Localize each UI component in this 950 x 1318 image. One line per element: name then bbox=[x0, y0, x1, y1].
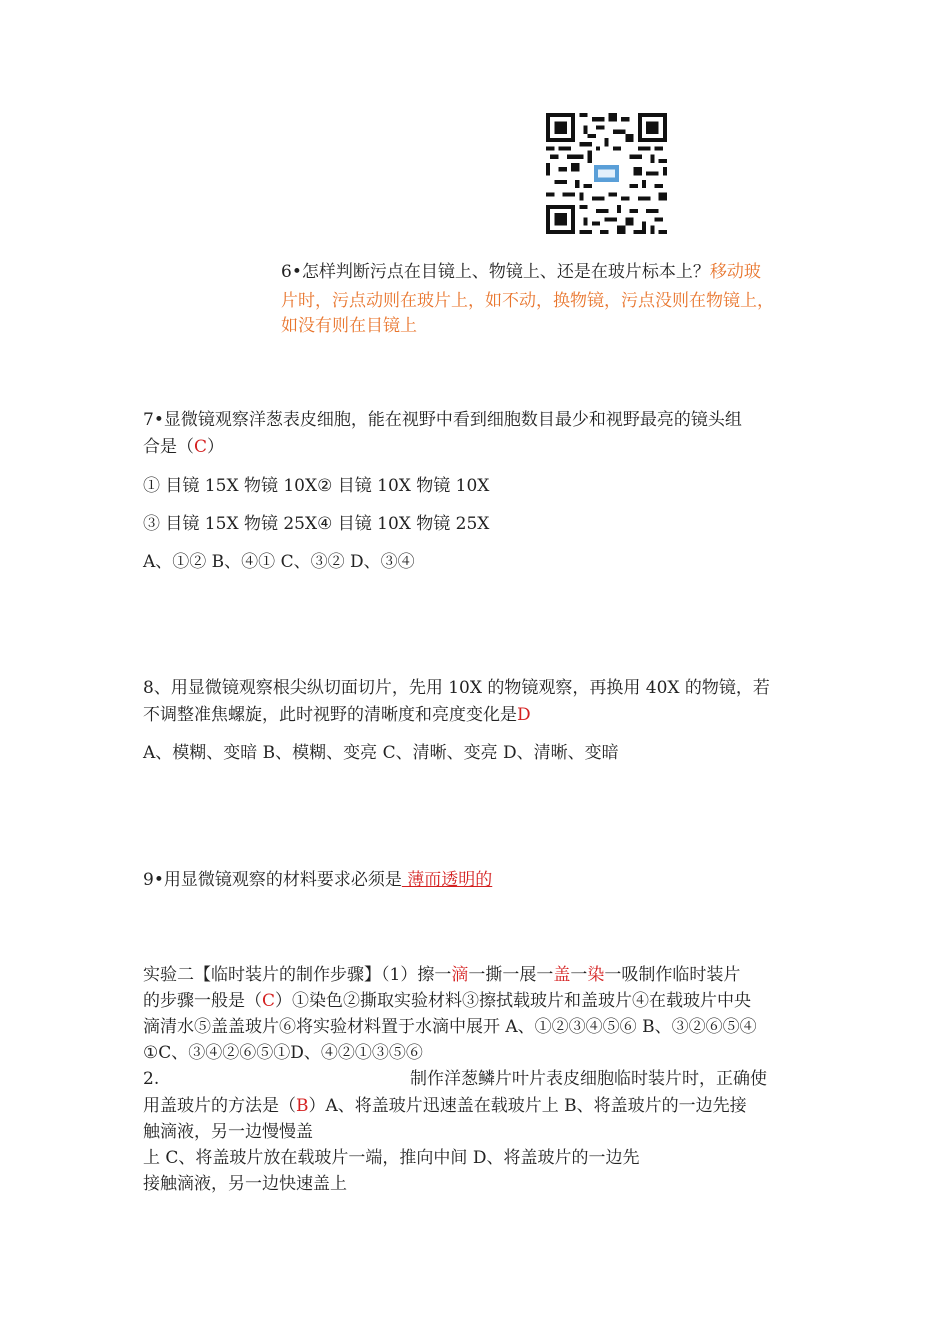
q7-line-1: 7•显微镜观察洋葱表皮细胞，能在视野中看到细胞数目最少和视野最亮的镜头组 bbox=[143, 410, 742, 430]
q8-line-1: 8、用显微镜观察根尖纵切面切片，先用 10X 的物镜观察，再换用 40X 的物镜，若 bbox=[143, 678, 770, 698]
exp2-line-4: ①C、③④②⑥⑤①D、④②①③⑤⑥ bbox=[143, 1043, 423, 1063]
q7-option-2: ③ 目镜 15X 物镜 25X④ 目镜 10X 物镜 25X bbox=[143, 514, 490, 534]
q8-choices: A、模糊、变暗 B、模糊、变亮 C、清晰、变亮 D、清晰、变暗 bbox=[143, 743, 619, 763]
exp2-line-6: 用盖玻片的方法是（B）A、将盖玻片迅速盖在载玻片上 B、将盖玻片的一边先接 bbox=[143, 1096, 747, 1116]
q7-choices: A、①② B、④① C、③② D、③④ bbox=[143, 552, 415, 572]
exp2-q2-answer: B bbox=[296, 1096, 309, 1116]
exp2-line-2: 的步骤一般是（C）①染色②撕取实验材料③擦拭载玻片和盖玻片④在载玻片中央 bbox=[143, 991, 752, 1011]
q6-answer-start: 移动玻 bbox=[709, 262, 761, 282]
qr-code-icon bbox=[546, 113, 667, 234]
q7-option-1: ① 目镜 15X 物镜 10X② 目镜 10X 物镜 10X bbox=[143, 476, 490, 496]
q7-answer: C bbox=[194, 437, 208, 457]
exp2-line-7: 触滴液，另一边慢慢盖 bbox=[143, 1122, 313, 1142]
q8-line-2: 不调整准焦螺旋，此时视野的清晰度和亮度变化是D bbox=[143, 705, 531, 725]
q7-line-2: 合是（C） bbox=[143, 437, 225, 457]
exp2-line-3: 滴清水⑤盖盖玻片⑥将实验材料置于水滴中展开 A、①②③④⑤⑥ B、③②⑥⑤④ bbox=[143, 1017, 757, 1037]
q6-line-3: 如没有则在目镜上 bbox=[281, 316, 417, 336]
q9-answer: 薄而透明的 bbox=[401, 870, 493, 890]
q6-line-2: 片时，污点动则在玻片上，如不动，换物镜，污点没则在物镜上， bbox=[281, 291, 774, 311]
exp2-q2-number: 2. bbox=[143, 1069, 160, 1089]
q9-line: 9•用显微镜观察的材料要求必须是 薄而透明的 bbox=[143, 870, 493, 890]
q6-line-1: 6•怎样判断污点在目镜上、物镜上、还是在玻片标本上？移动玻 bbox=[281, 262, 761, 282]
exp2-q1-answer: C bbox=[262, 991, 276, 1011]
q8-answer: D bbox=[517, 705, 531, 725]
exp2-line-9: 接触滴液，另一边快速盖上 bbox=[143, 1174, 347, 1194]
exp2-line-1: 实验二【临时装片的制作步骤】（1）擦一滴一撕一展一盖一染一吸制作临时装片 bbox=[143, 965, 741, 985]
exp2-line-8: 上 C、将盖玻片放在载玻片一端，推向中间 D、将盖玻片的一边先 bbox=[143, 1148, 640, 1168]
exp2-line-5: 制作洋葱鳞片叶片表皮细胞临时装片时，正确使 bbox=[410, 1069, 767, 1089]
